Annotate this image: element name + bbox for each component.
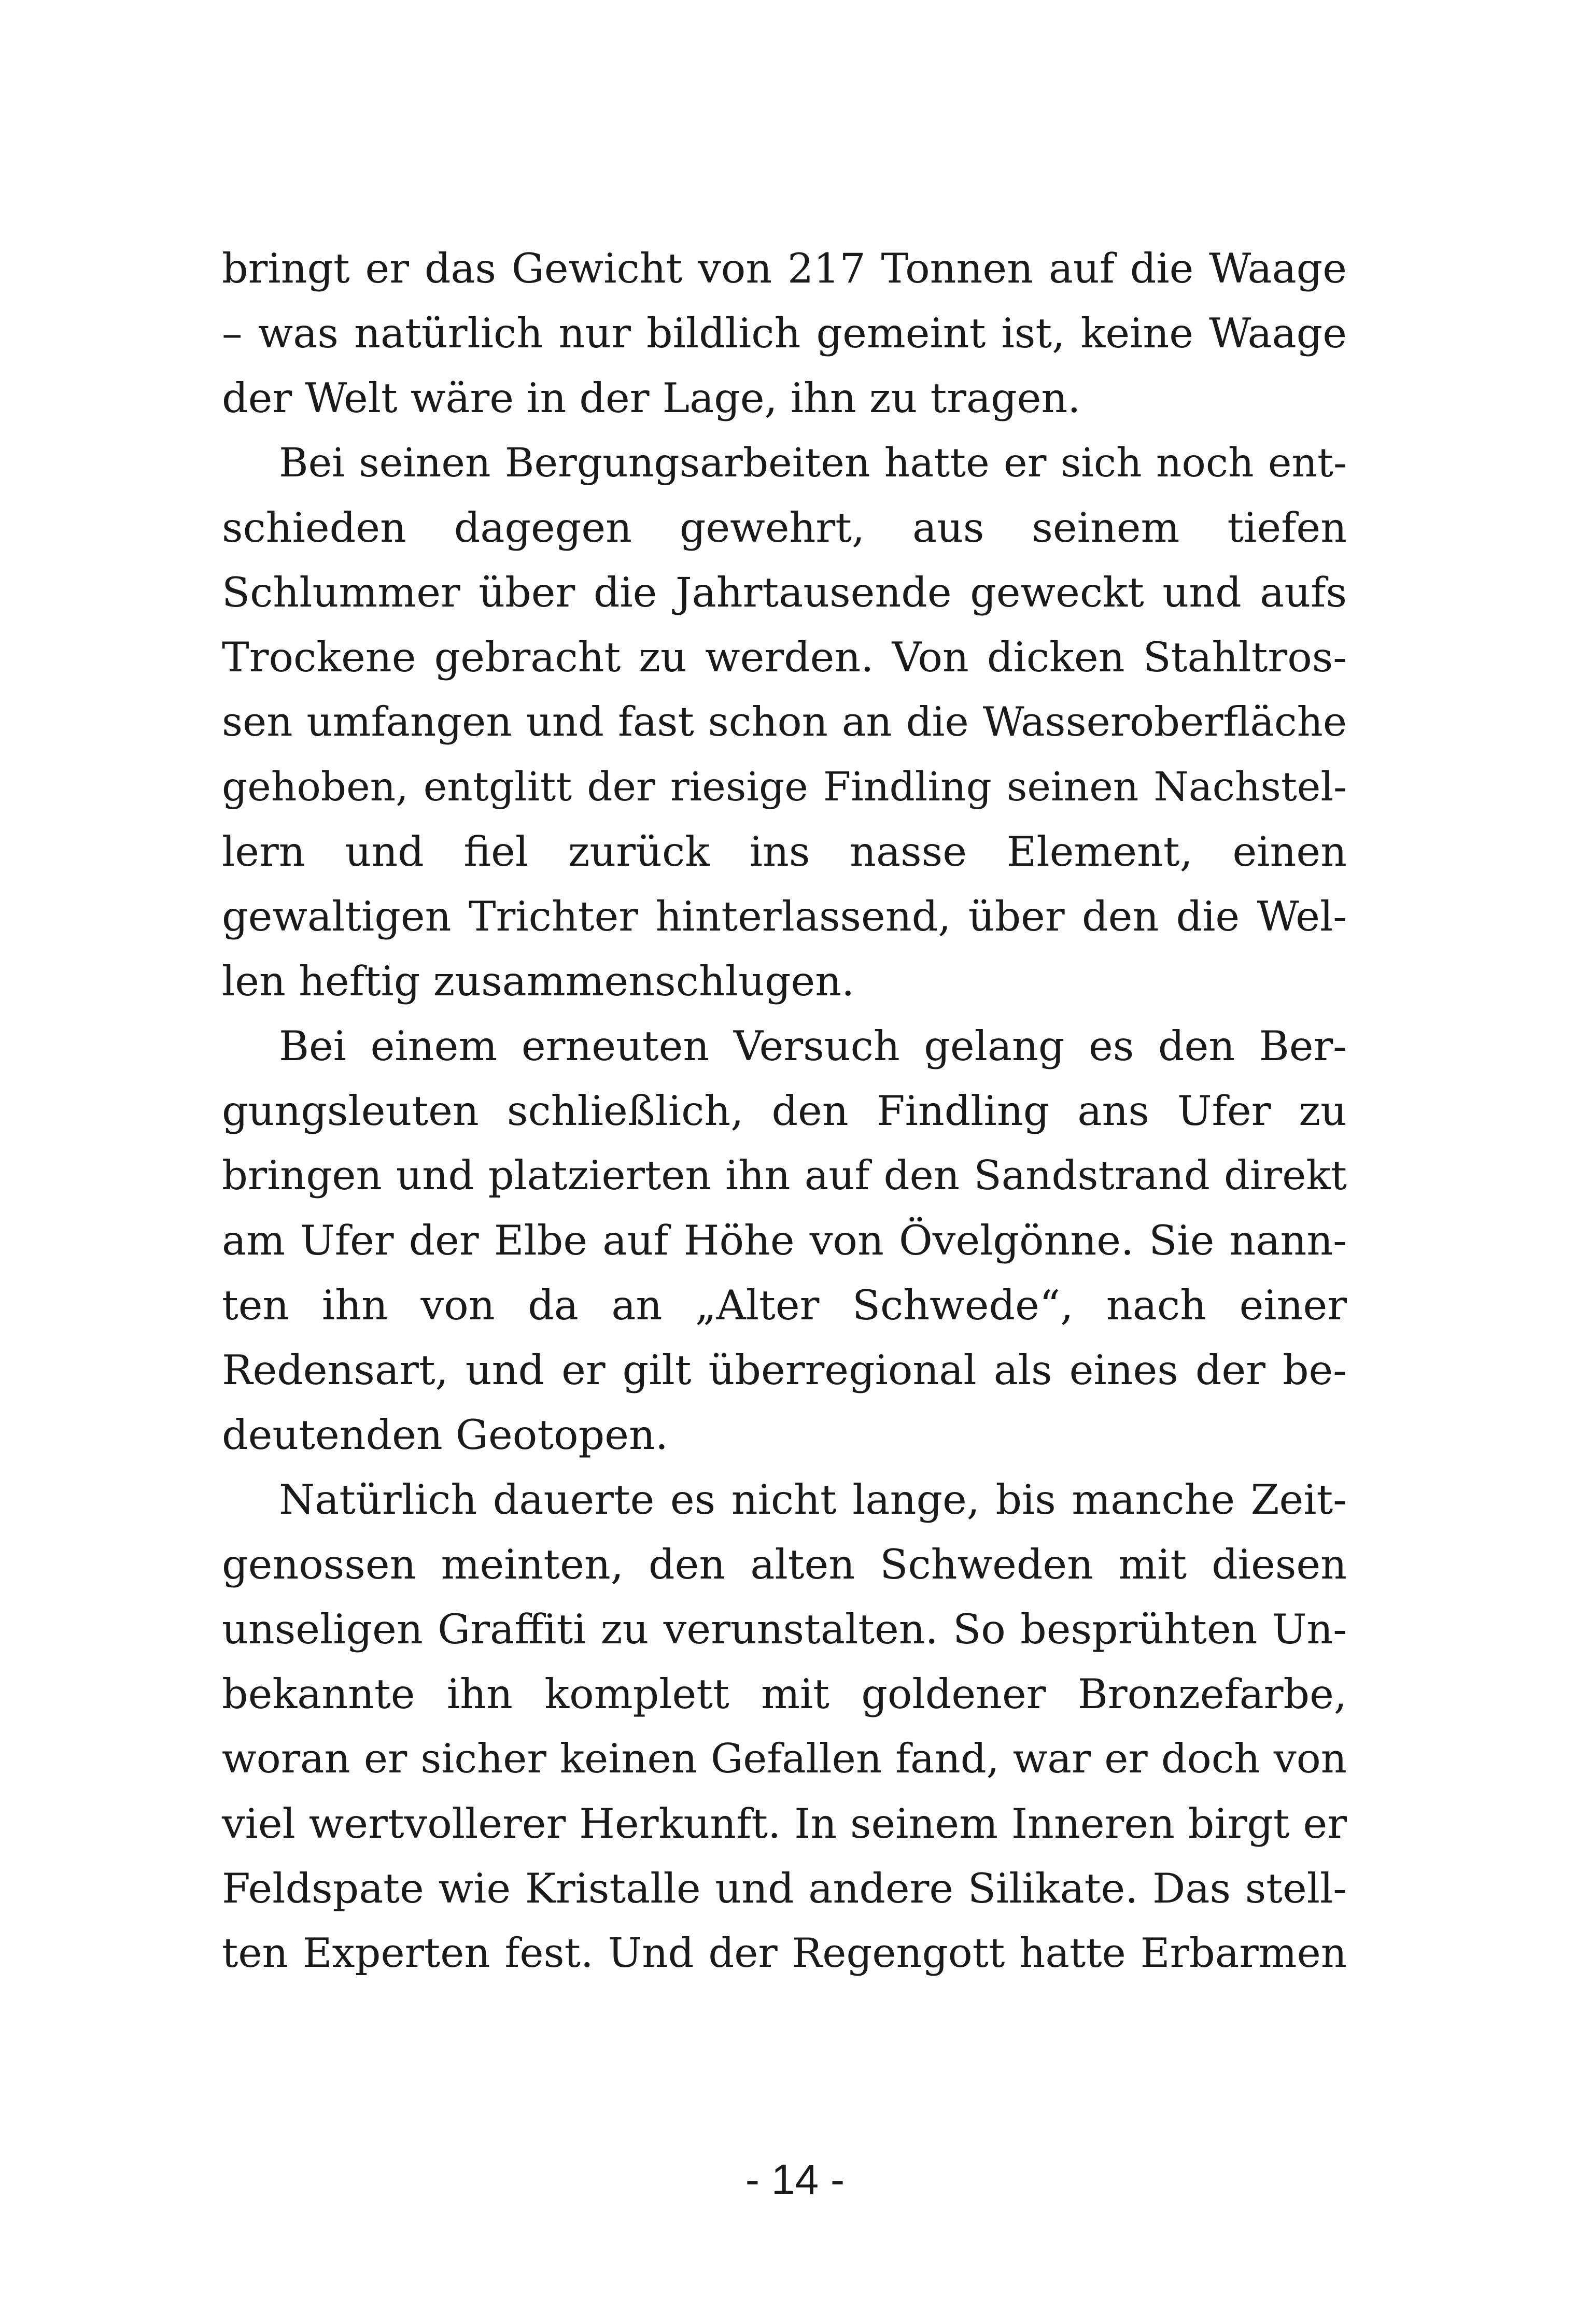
page-number: - 14 - [745,2156,845,2203]
text-line: gewaltigen Trichter hinterlassend, über den die Wel- [222,893,1347,940]
text-line: Schlummer über die Jahrtausende geweckt und aufs [222,569,1347,616]
text-line: Trockene gebracht zu werden. Von dicken Stahltros- [222,633,1347,681]
text-line: bringt er das Gewicht von 217 Tonnen auf die Waage [222,245,1347,292]
text-line: genossen meinten, den alten Schweden mit diesen [222,1541,1347,1588]
text-line: Redensart, und er gilt überregional als eines der be- [222,1346,1347,1394]
text-line: Feldspate wie Kristalle und andere Silikate. Das stell- [222,1865,1347,1912]
text-line: der Welt wäre in der Lage, ihn zu tragen. [222,374,1081,422]
text-line: bekannte ihn komplett mit goldener Bronzefarbe, [222,1670,1347,1718]
text-line: viel wertvollerer Herkunft. In seinem Inneren birgt er [222,1800,1347,1848]
text-line: ten ihn von da an „Alter Schwede“, nach einer [222,1281,1347,1329]
text-line: Natürlich dauerte es nicht lange, bis manche Zeit- [279,1476,1347,1524]
text-line: deutenden Geotopen. [222,1411,668,1459]
text-line: gehoben, entglitt der riesige Findling seinen Nachstel- [222,764,1347,810]
text-line: len heftig zusammenschlugen. [222,957,855,1005]
text-line: am Ufer der Elbe auf Höhe von Övelgönne. Sie nann- [222,1217,1347,1264]
text-line: Bei einem erneuten Versuch gelang es den Ber- [279,1022,1347,1070]
text-line: – was natürlich nur bildlich gemeint ist, keine Waage [222,309,1347,357]
text-line: gungsleuten schließlich, den Findling ans Ufer zu [222,1087,1347,1135]
text-line: woran er sicher keinen Gefallen fand, war er doch von [222,1736,1347,1782]
text-line: Bei seinen Bergungsarbeiten hatte er sich noch ent- [279,440,1347,486]
text-line: unseligen Graffiti zu verunstalten. So besprühten Un- [222,1605,1347,1653]
text-line: sen umfangen und fast schon an die Wasseroberfläche [222,699,1347,745]
body-text [222,236,1347,1986]
text-line: schieden dagegen gewehrt, aus seinem tiefen [222,504,1347,552]
text-line: ten Experten fest. Und der Regengott hatte Erbarmen [222,1930,1347,1977]
text-line: bringen und platzierten ihn auf den Sandstrand direkt [222,1152,1347,1199]
text-line: lern und fiel zurück ins nasse Element, einen [222,828,1347,876]
